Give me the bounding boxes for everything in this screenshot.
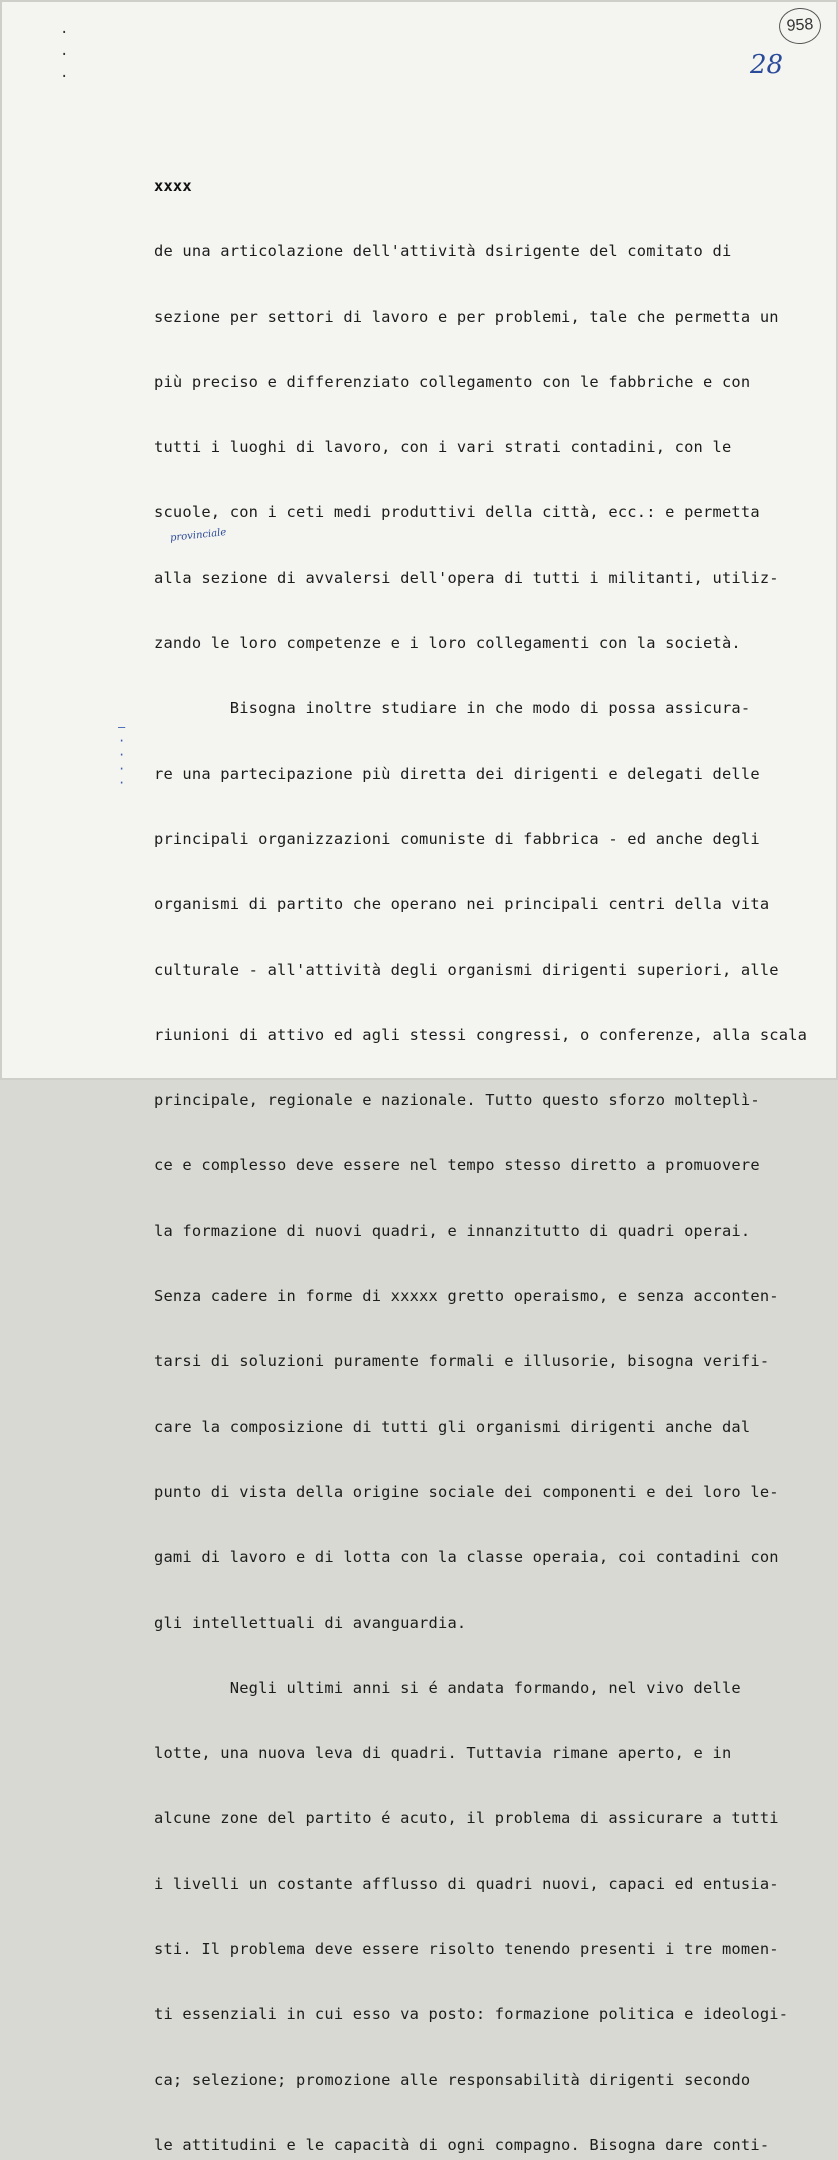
text-line: alcune zone del partito é acuto, il problema di assicurare a tutti [154,1809,779,1828]
text-line: i livelli un costante afflusso di quadri nuovi, capaci ed entusia- [154,1874,779,1893]
margin-ticks: — · · · · [118,720,126,790]
text-line: ti essenziali in cui esso va posto: formazione politica e ideologi- [154,2005,789,2024]
text-line: principale, regionale e nazionale. Tutto questo sforzo molteplì- [154,1091,760,1110]
text-line: ca; selezione; promozione alle responsabilità dirigenti secondo [154,2070,751,2089]
text-line: Senza cadere in forme di xxxxx gretto operaismo, e senza acconten- [154,1287,779,1306]
page-number: 28 [750,50,784,80]
text-line: organismi di partito che operano nei principali centri della vita [154,895,770,914]
handwritten-annotation: provinciale [169,527,227,544]
text-line: zando le loro competenze e i loro collegamenti con la società. [154,634,741,653]
text-line: xxxx [154,177,192,195]
text-line: sti. Il problema deve essere risolto tenendo presenti i tre momen- [154,1940,779,1959]
text-line: riunioni di attivo ed agli stessi congressi, o conferenze, alla scala [154,1025,808,1044]
margin-dots: · · · [60,25,69,85]
archive-number-stamp: 958 [778,7,822,46]
text-line: gami di lavoro e di lotta con la classe operaia, coi contadini con [154,1548,779,1567]
text-line: de una articolazione dell'attività dsirigente del comitato di [154,242,732,261]
text-line: più preciso e differenziato collegamento con le fabbriche e con [154,372,751,391]
text-line: la formazione di nuovi quadri, e innanzitutto di quadri operai. [154,1221,751,1240]
text-line: punto di vista della origine sociale dei componenti e dei loro le- [154,1482,779,1501]
text-line: Negli ultimi anni si é andata formando, nel vivo delle [154,1678,741,1697]
text-line: alla sezione di avvalersi dell'opera di tutti i militanti, utiliz- [154,568,779,587]
text-line: tutti i luoghi di lavoro, con i vari strati contadini, con le [154,438,732,457]
text-line: care la composizione di tutti gli organismi dirigenti anche dal [154,1417,751,1436]
text-line: sezione per settori di lavoro e per problemi, tale che permetta un [154,307,779,326]
text-line: scuole, con i ceti medi produttivi della città, ecc.: e permetta [154,503,760,522]
text-line: gli intellettuali di avanguardia. [154,1613,467,1632]
text-line: lotte, una nuova leva di quadri. Tuttavia rimane aperto, e in [154,1744,732,1763]
text-line: re una partecipazione più diretta dei dirigenti e delegati delle [154,764,760,783]
text-line: principali organizzazioni comuniste di fabbrica - ed anche degli [154,829,760,848]
text-line: ce e complesso deve essere nel tempo stesso diretto a promuovere [154,1156,760,1175]
text-line: culturale - all'attività degli organismi dirigenti superiori, alle [154,960,779,979]
text-line: le attitudini e le capacità di ogni compagno. Bisogna dare conti- [154,2135,770,2154]
text-line: tarsi di soluzioni puramente formali e illusorie, bisogna verifi- [154,1352,770,1371]
text-line: Bisogna inoltre studiare in che modo di possa assicura- [154,699,751,718]
typed-body-text [154,136,838,2160]
